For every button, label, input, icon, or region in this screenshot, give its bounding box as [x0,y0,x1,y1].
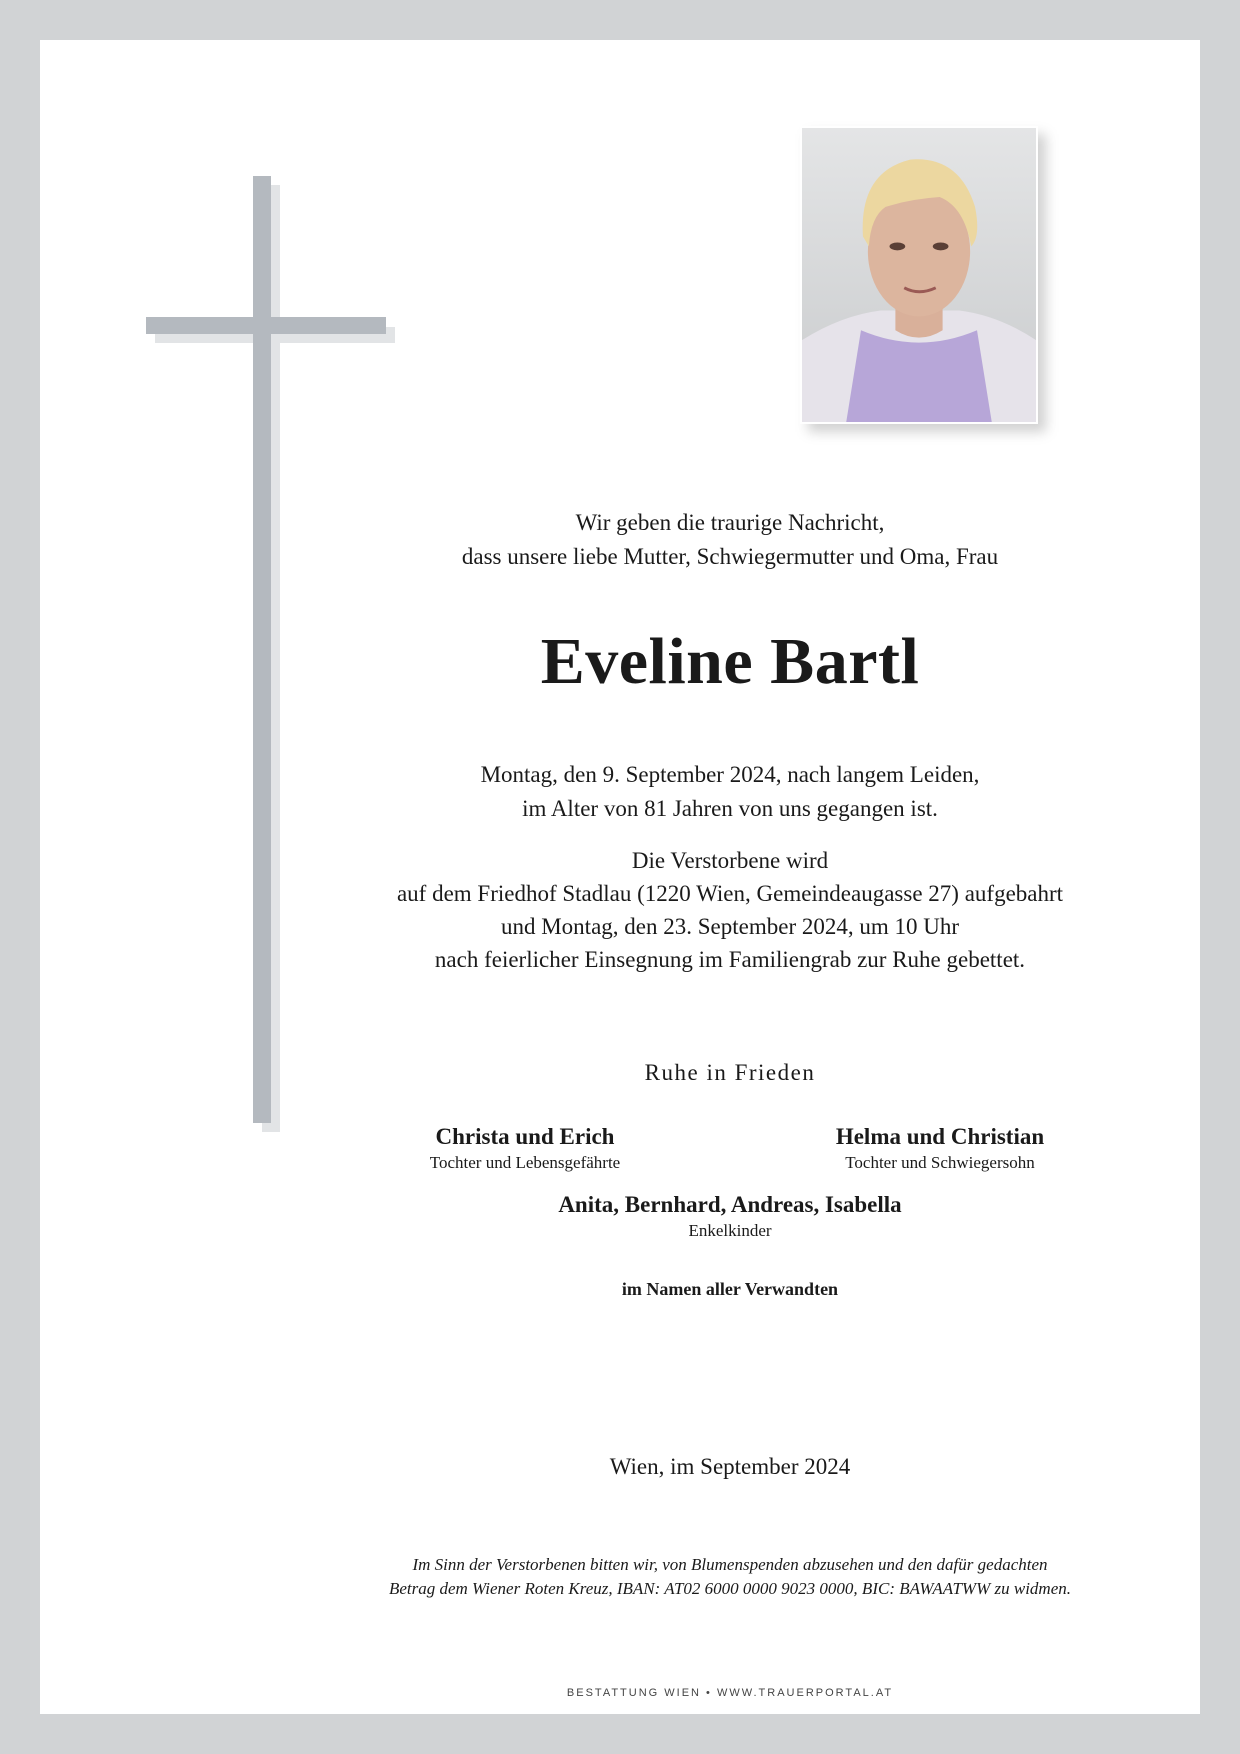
place-and-date: Wien, im September 2024 [609,1454,851,1479]
donation-note [330,1553,1130,1601]
intro-line-2: dass unsere liebe Mutter, Schwiegermutter und Oma, Frau [461,544,999,569]
burial-line-3: und Montag, den 23. September 2024, um 10 Uhr [500,914,960,939]
portrait-image [802,128,1036,422]
mourner-relation: Tochter und Lebensgefährte [429,1153,621,1172]
burial-line-2: auf dem Friedhof Stadlau (1220 Wien, Gemeindeaugasse 27) aufgebahrt [396,881,1064,906]
donation-line-2: Betrag dem Wiener Roten Kreuz, IBAN: AT02 6000 0000 9023 0000, BIC: BAWAATWW zu widmen. [388,1579,1072,1598]
mourner-relation: Enkelkinder [688,1221,772,1240]
intro-line-1: Wir geben die traurige Nachricht, [575,510,885,535]
mourner-relation: Tochter und Schwiegersohn [845,1153,1035,1172]
mourner-group [480,1190,980,1242]
mourner-name: Anita, Bernhard, Andreas, Isabella [558,1192,902,1217]
burial-line-4: nach feierlicher Einsegnung im Familiengrab zur Ruhe gebettet. [434,947,1026,972]
donation-line-1: Im Sinn der Verstorbenen bitten wir, von Blumenspenden abzusehen und den dafür gedachten [412,1555,1048,1574]
footer-credit: BESTATTUNG WIEN • WWW.TRAUERPORTAL.AT [566,1687,894,1699]
mourner-group [790,1122,1090,1174]
burial-line-1: Die Verstorbene wird [631,848,829,873]
deceased-name: Eveline Bartl [540,625,920,698]
cross-icon-horizontal-bar [146,317,386,334]
burial-details [330,844,1130,976]
announcement-intro [330,506,1130,574]
death-line-2: im Alter von 81 Jahren von uns gegangen ist. [522,796,938,821]
death-line-1: Montag, den 9. September 2024, nach langem Leiden, [480,762,980,787]
on-behalf-text: im Namen aller Verwandten [621,1279,839,1299]
death-details [330,758,1130,826]
deceased-portrait-photo [800,126,1038,424]
mourner-group [375,1122,675,1174]
farewell-text: Ruhe in Frieden [644,1060,816,1085]
mourner-name: Christa und Erich [435,1124,615,1149]
mourner-name: Helma und Christian [835,1124,1045,1149]
